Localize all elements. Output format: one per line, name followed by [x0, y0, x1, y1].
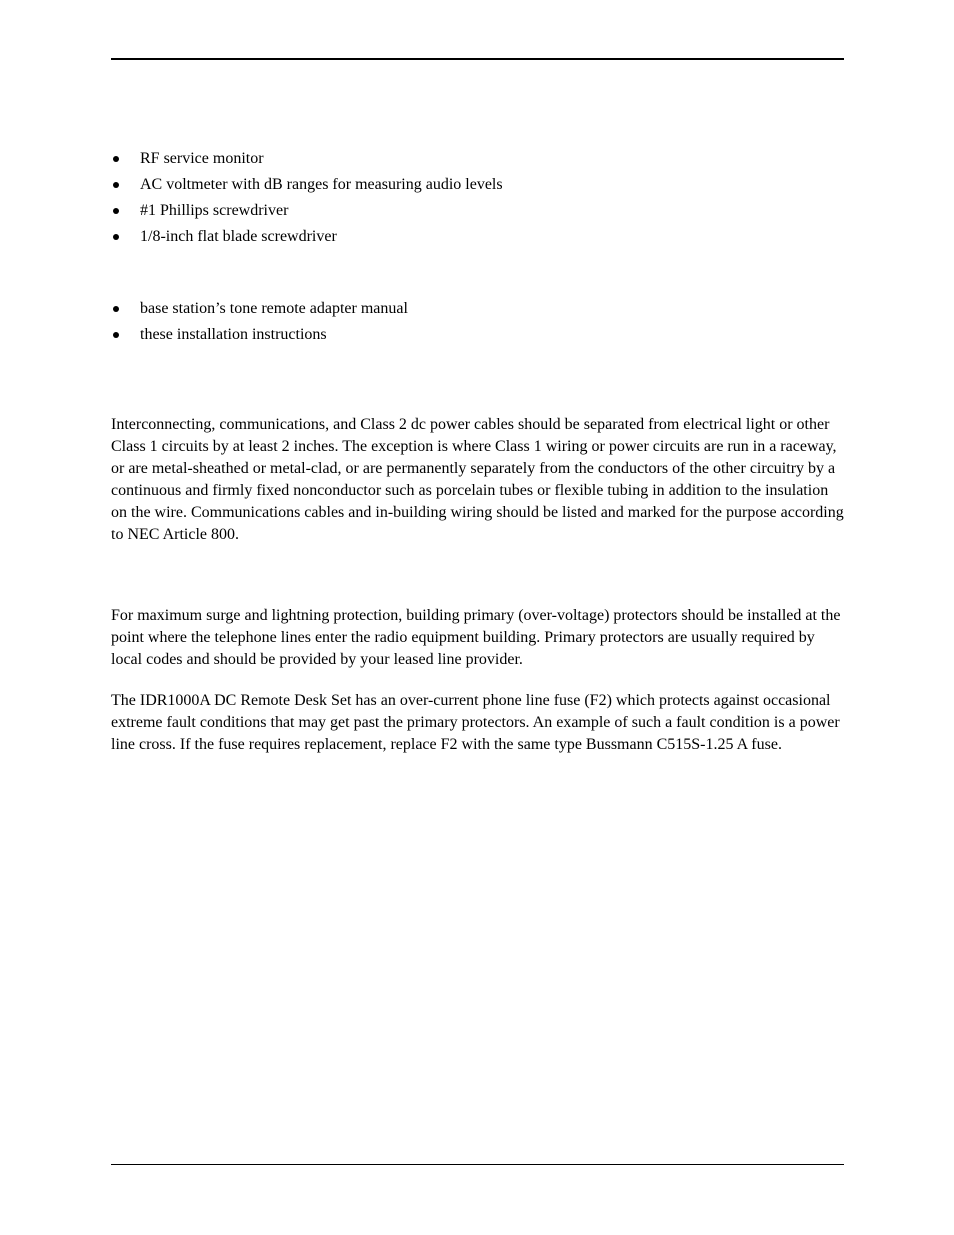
tools-list: [111, 149, 503, 253]
list-item: [111, 201, 503, 227]
list-item-text: #1 Phillips screwdriver: [140, 202, 289, 219]
wiring-separation-paragraph: Interconnecting, communications, and Class 2 dc power cables should be separated from electrical light or other Class 1 circuits by at least 2 inches. The exception is where Class 1 wiring or power circuits are run in a raceway, or are metal-sheathed or metal-clad, or are permanently separately from the conductors of the other circuitry by a continuous and firmly fixed nonconductor such as porcelain tubes or flexible tubing in addition to the insulation on the wire. Communications cables and in-building wiring should be listed and marked for the purpose according to NEC Article 800.: [111, 416, 844, 543]
list-item: [111, 325, 408, 351]
list-item-text: these installation instructions: [140, 326, 327, 343]
bullet-icon: [113, 208, 119, 214]
list-item-text: RF service monitor: [140, 150, 264, 167]
list-item: [111, 227, 503, 253]
documents-list: [111, 299, 408, 351]
header-rule: [111, 58, 844, 60]
bullet-icon: [113, 234, 119, 240]
list-item: [111, 175, 503, 201]
list-item: [111, 299, 408, 325]
bullet-icon: [113, 156, 119, 162]
bullet-icon: [113, 332, 119, 338]
footer-rule: [111, 1164, 844, 1165]
list-item-text: base station’s tone remote adapter manual: [140, 300, 408, 317]
bullet-icon: [113, 182, 119, 188]
list-item-text: 1/8-inch flat blade screwdriver: [140, 228, 337, 245]
list-item-text: AC voltmeter with dB ranges for measuring audio levels: [140, 176, 503, 193]
fuse-paragraph: The IDR1000A DC Remote Desk Set has an over-current phone line fuse (F2) which protects against occasional extreme fault conditions that may get past the primary protectors. An example of such a fault condition is a power line cross. If the fuse requires replacement, replace F2 with the same type Bussmann C515S-1.25 A fuse.: [111, 692, 840, 753]
surge-protection-paragraph: For maximum surge and lightning protection, building primary (over-voltage) protectors should be installed at the point where the telephone lines enter the radio equipment building. Primary protectors are usually required by local codes and should be provided by your leased line provider.: [111, 607, 841, 668]
bullet-icon: [113, 306, 119, 312]
list-item: [111, 149, 503, 175]
